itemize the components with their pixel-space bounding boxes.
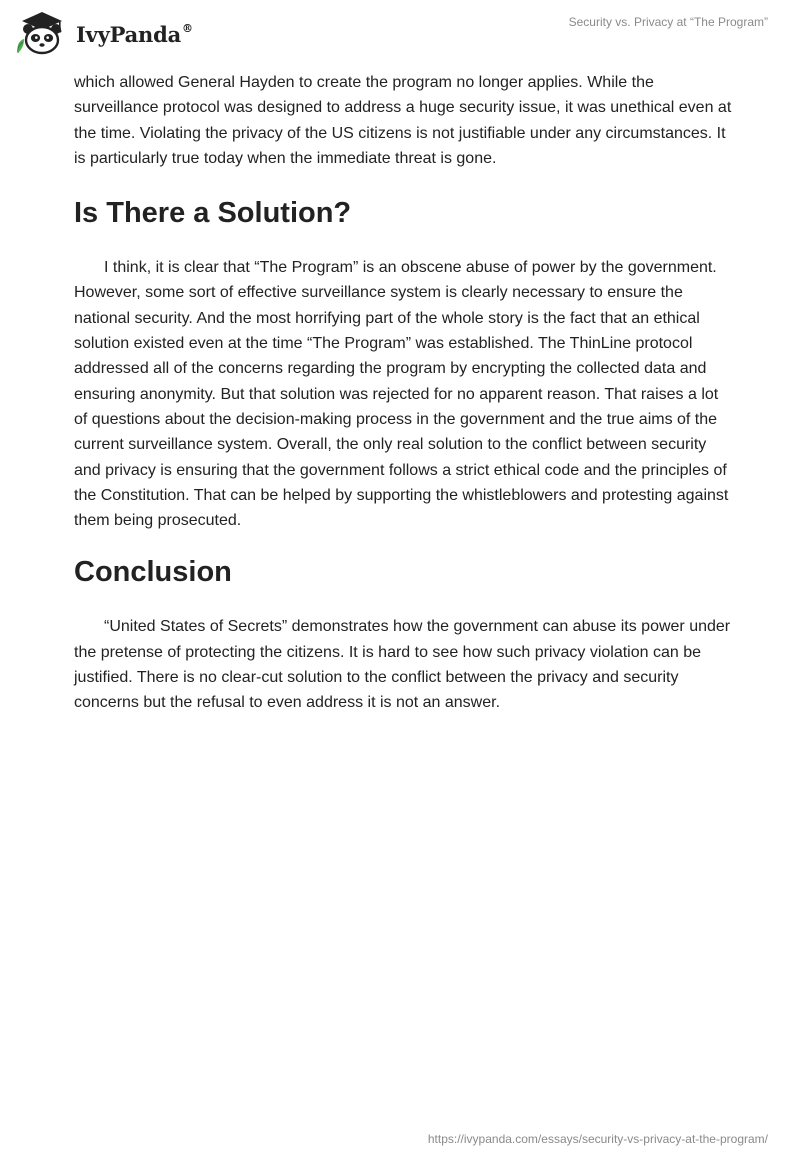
footer-source-url[interactable]: https://ivypanda.com/essays/security-vs-privacy-at-the-program/: [427, 1132, 768, 1146]
page-header: [0, 0, 800, 70]
intro-paragraph: which allowed General Hayden to create the program no longer applies. While the surveillance protocol was designed to address a huge security issue, it was unethical even at the time. Violating the privacy of the US citizens is not justifiable under any circumstances. It is particularly true today when the immediate threat is gone.: [74, 74, 732, 167]
conclusion-heading: Conclusion: [74, 556, 232, 589]
conclusion-paragraph: “United States of Secrets” demonstrates how the government can abuse its power under the pretense of protecting the citizens. It is hard to see how such privacy violation can be justified. There is no clear-cut solution to the conflict between the privacy and security concerns but the refusal to even address it is not an answer.: [74, 618, 731, 712]
ivypanda-logo[interactable]: [12, 9, 193, 57]
solution-heading: Is There a Solution?: [74, 197, 352, 230]
panda-graduation-cap-icon: [12, 9, 72, 57]
essay-content: [74, 70, 734, 716]
document-title: Security vs. Privacy at “The Program”: [568, 15, 768, 29]
solution-paragraph: I think, it is clear that “The Program” is an obscene abuse of power by the government. However, some sort of effective surveillance system is clearly necessary to ensure the national security. And the most horrifying part of the whole story is the fact that an ethical solution existed even at the time “The Program” was established. The ThinLine protocol addressed all of the concerns regarding the program by encrypting the collected data and ensuring anonymity. But that solution was rejected for no apparent reason. That raises a lot of questions about the decision-making process in the government and the true aims of the current surveillance system. Overall, the only real solution to the conflict between security and privacy is ensuring that the government follows a strict ethical code and the principles of the Constitution. That can be helped by supporting the whistleblowers and protesting against them being prosecuted.: [74, 259, 729, 530]
brand-name: IvyPanda®: [76, 21, 193, 47]
